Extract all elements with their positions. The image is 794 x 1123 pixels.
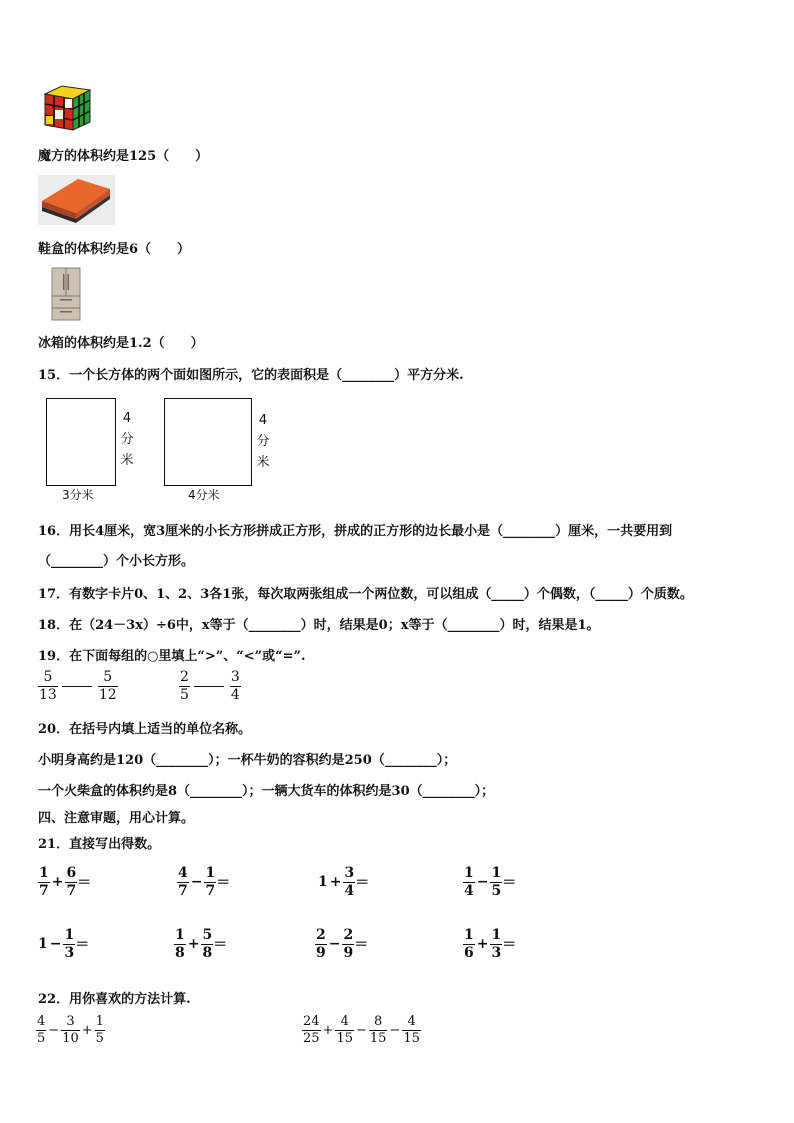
- calc-item: $\frac{1}{8}$ + $\frac{5}{8}$ ＝: [175, 927, 228, 961]
- calc-item: $\frac{2}{9}$ − $\frac{2}{9}$ ＝: [316, 927, 369, 961]
- shoebox-question: 鞋盒的体积约是6（ ）: [38, 242, 191, 257]
- fraction: $\frac{2}{5}$: [180, 669, 189, 703]
- calc-item: $\frac{4}{7}$ − $\frac{1}{7}$ ＝: [178, 865, 231, 899]
- calc-item: $\frac{1}{6}$ + $\frac{1}{3}$ ＝: [464, 927, 517, 961]
- question-20: 20．在括号内填上适当的单位名称。: [38, 722, 252, 737]
- question-15: 15．一个长方体的两个面如图所示，它的表面积是（________）平方分米.: [38, 368, 464, 383]
- face1-height-label: 4 分 米: [120, 411, 134, 468]
- fraction: $\frac{5}{13}$: [39, 669, 57, 703]
- question-19: 19．在下面每组的○里填上“>”、“<”或“=”.: [38, 649, 306, 664]
- section-4-heading: 四、注意审题，用心计算。: [38, 811, 195, 826]
- question-21: 21．直接写出得数。: [38, 837, 161, 852]
- question-16-line2: （________）个小长方形。: [38, 554, 195, 569]
- fraction: $\frac{5}{12}$: [98, 669, 117, 703]
- face-rectangle-1: [46, 398, 116, 486]
- expression-1: $\frac{4}{5}$ − $\frac{3}{10}$ + $\frac{1}{5}$: [37, 1014, 104, 1046]
- refrigerator-question: 冰箱的体积约是1.2（ ）: [38, 336, 204, 351]
- compare-pair-1: [38, 670, 118, 702]
- calc-item: $\frac{1}{7}$ + $\frac{6}{7}$ ＝: [39, 865, 92, 899]
- calc-item: 1 − $\frac{1}{3}$ ＝: [38, 927, 90, 961]
- question-16-line1: 16．用长4厘米，宽3厘米的小长方形拼成正方形，拼成的正方形的边长最小是（________）厘米，一共要用到: [38, 524, 673, 539]
- question-20-line2: 一个火柴盒的体积约是8（________）；一辆大货车的体积约是30（________）；: [38, 784, 495, 799]
- compare-blank[interactable]: [62, 686, 92, 687]
- compare-blank[interactable]: [194, 686, 224, 687]
- question-20-line1: 小明身高约是120（________）；一杯牛奶的容积约是250（________）；: [38, 753, 457, 768]
- question-18: 18．在（24－3x）÷6中，x等于（________）时，结果是0；x等于（________）时，结果是1。: [38, 618, 600, 633]
- face1-width-label: 3分米: [62, 488, 94, 502]
- calc-item: 1 + $\frac{3}{4}$ ＝: [318, 865, 370, 899]
- question-22: 22．用你喜欢的方法计算.: [38, 992, 191, 1007]
- fraction: $\frac{3}{4}$: [230, 669, 240, 703]
- refrigerator-image: [48, 266, 84, 322]
- expression-2: $\frac{24}{25}$ + $\frac{4}{15}$ − $\frac{8}{15}$ − $\frac{4}{15}$: [303, 1014, 420, 1046]
- calc-item: $\frac{1}{4}$ − $\frac{1}{5}$ ＝: [464, 865, 517, 899]
- compare-pair-2: [179, 670, 241, 702]
- face2-height-label: 4 分 米: [256, 413, 270, 470]
- question-17: 17．有数字卡片0、1、2、3各1张，每次取两张组成一个两位数，可以组成（_____）个偶数，（_____）个质数。: [38, 587, 693, 602]
- rubiks-cube-image: [42, 84, 92, 132]
- shoebox-image: [38, 175, 115, 225]
- rubiks-cube-question: 魔方的体积约是125（ ）: [38, 149, 209, 164]
- face2-width-label: 4分米: [188, 488, 220, 502]
- face-rectangle-2: [164, 398, 252, 486]
